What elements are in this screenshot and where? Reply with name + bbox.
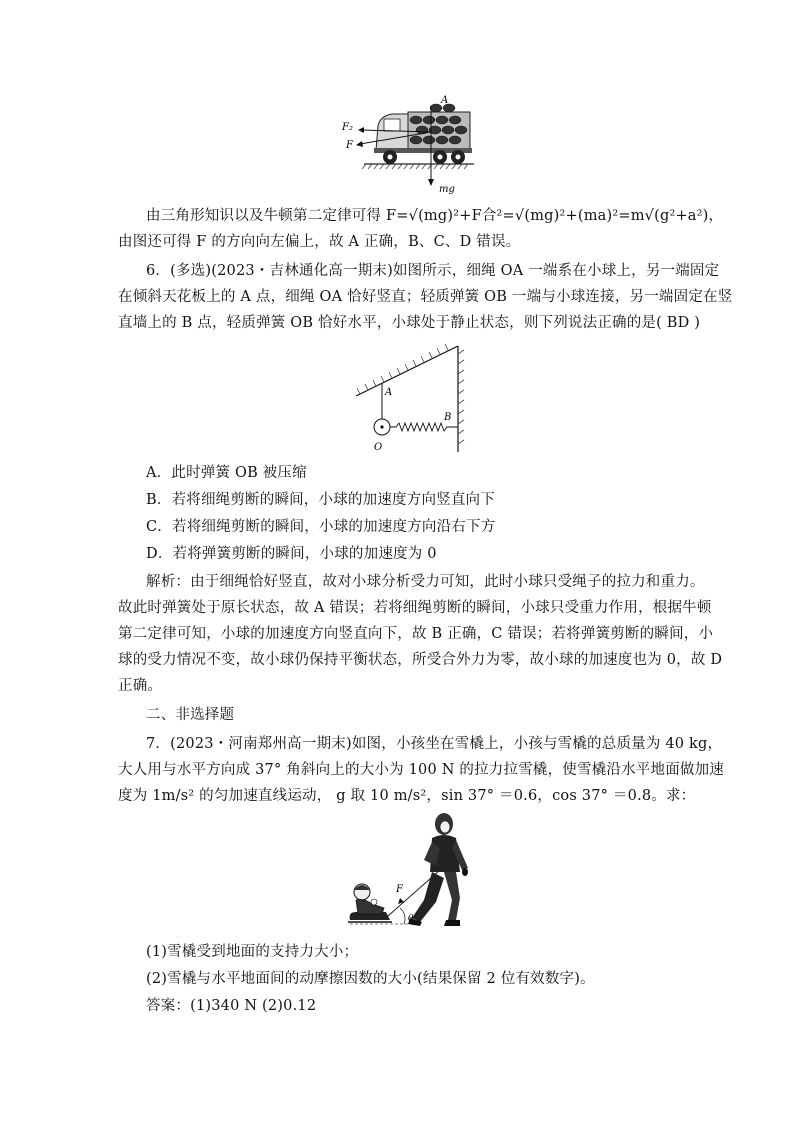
q7-label-F: F [396, 884, 403, 895]
q6-spring-figure [350, 340, 470, 456]
q6-label-B: B [444, 412, 452, 423]
q7-stem-line1: 7．(2023・河南郑州高一期末)如图，小孩坐在雪橇上，小孩与雪橇的总质量为 40 kg， [146, 736, 723, 752]
section-heading: 二、非选择题 [146, 707, 235, 723]
q6-analysis-line2: 故此时弹簧处于原长状态，故 A 错误；若将细绳剪断的瞬间，小球只受重力作用，根据牛顿 [118, 600, 712, 616]
truck-force-figure [336, 92, 476, 196]
q6-option-a: A．此时弹簧 OB 被压缩 [146, 465, 307, 481]
label-F: F [346, 140, 353, 151]
q7-stem-line3: 度为 1m/s² 的匀加速直线运动， g 取 10 m/s²，sin 37° ＝0.6，cos 37° ＝0.8。求： [118, 788, 696, 804]
q6-stem-line2: 在倾斜天花板上的 A 点，细绳 OA 恰好竖直；轻质弹簧 OB 一端与小球连接，另一端固定在竖 [118, 289, 733, 305]
q7-label-theta: θ [408, 914, 414, 924]
q5-formula: F=√(mg)²+F合²=√(mg)²+(ma)²=m√(g²+a²)， [386, 208, 724, 224]
q5-line1-prefix: 由三角形知识以及牛顿第二定律可得 [146, 208, 387, 224]
q6-option-d: D．若将弹簧剪断的瞬间，小球的加速度为 0 [146, 546, 437, 562]
label-mg: mg [439, 184, 455, 195]
label-A: A [441, 95, 449, 106]
q6-analysis-line3: 第二定律可知，小球的加速度方向竖直向下，故 B 正确，C 错误；若将弹簧剪断的瞬间，小 [118, 626, 714, 642]
q7-sled-figure [344, 808, 474, 932]
q6-analysis-line5: 正确。 [118, 678, 163, 694]
q6-stem-line1: 6．(多选)(2023・吉林通化高一期末)如图所示，细绳 OA 一端系在小球上，另一端固定 [146, 263, 720, 279]
q6-option-b: B．若将细绳剪断的瞬间，小球的加速度方向竖直向下 [146, 492, 495, 508]
q6-option-c: C．若将细绳剪断的瞬间，小球的加速度方向沿右下方 [146, 519, 496, 535]
q6-label-A: A [385, 387, 393, 398]
q6-analysis-line1: 解析：由于细绳恰好竖直，故对小球分析受力可知，此时小球只受绳子的拉力和重力。 [146, 574, 705, 590]
q7-sub1: (1)雪橇受到地面的支持力大小； [146, 944, 359, 960]
q5-conclusion-line2: 由图还可得 F 的方向向左偏上，故 A 正确，B、C、D 错误。 [118, 234, 521, 250]
q7-sub2: (2)雪橇与水平地面间的动摩擦因数的大小(结果保留 2 位有效数字)。 [146, 971, 595, 987]
q6-analysis-line4: 球的受力情况不变，故小球仍保持平衡状态，所受合外力为零，故小球的加速度也为 0，故 D [118, 652, 723, 668]
q7-stem-line2: 大人用与水平方向成 37° 角斜向上的大小为 100 N 的拉力拉雪橇，使雪橇沿水平地面做加速 [118, 762, 725, 778]
q7-answer: 答案：(1)340 N (2)0.12 [146, 998, 317, 1014]
label-F2: F₂ [342, 122, 353, 133]
q5-conclusion-line1 [146, 206, 724, 226]
q6-label-O: O [374, 442, 383, 453]
q6-stem-line3: 直墙上的 B 点，轻质弹簧 OB 恰好水平，小球处于静止状态，则下列说法正确的是( BD ) [118, 315, 701, 331]
